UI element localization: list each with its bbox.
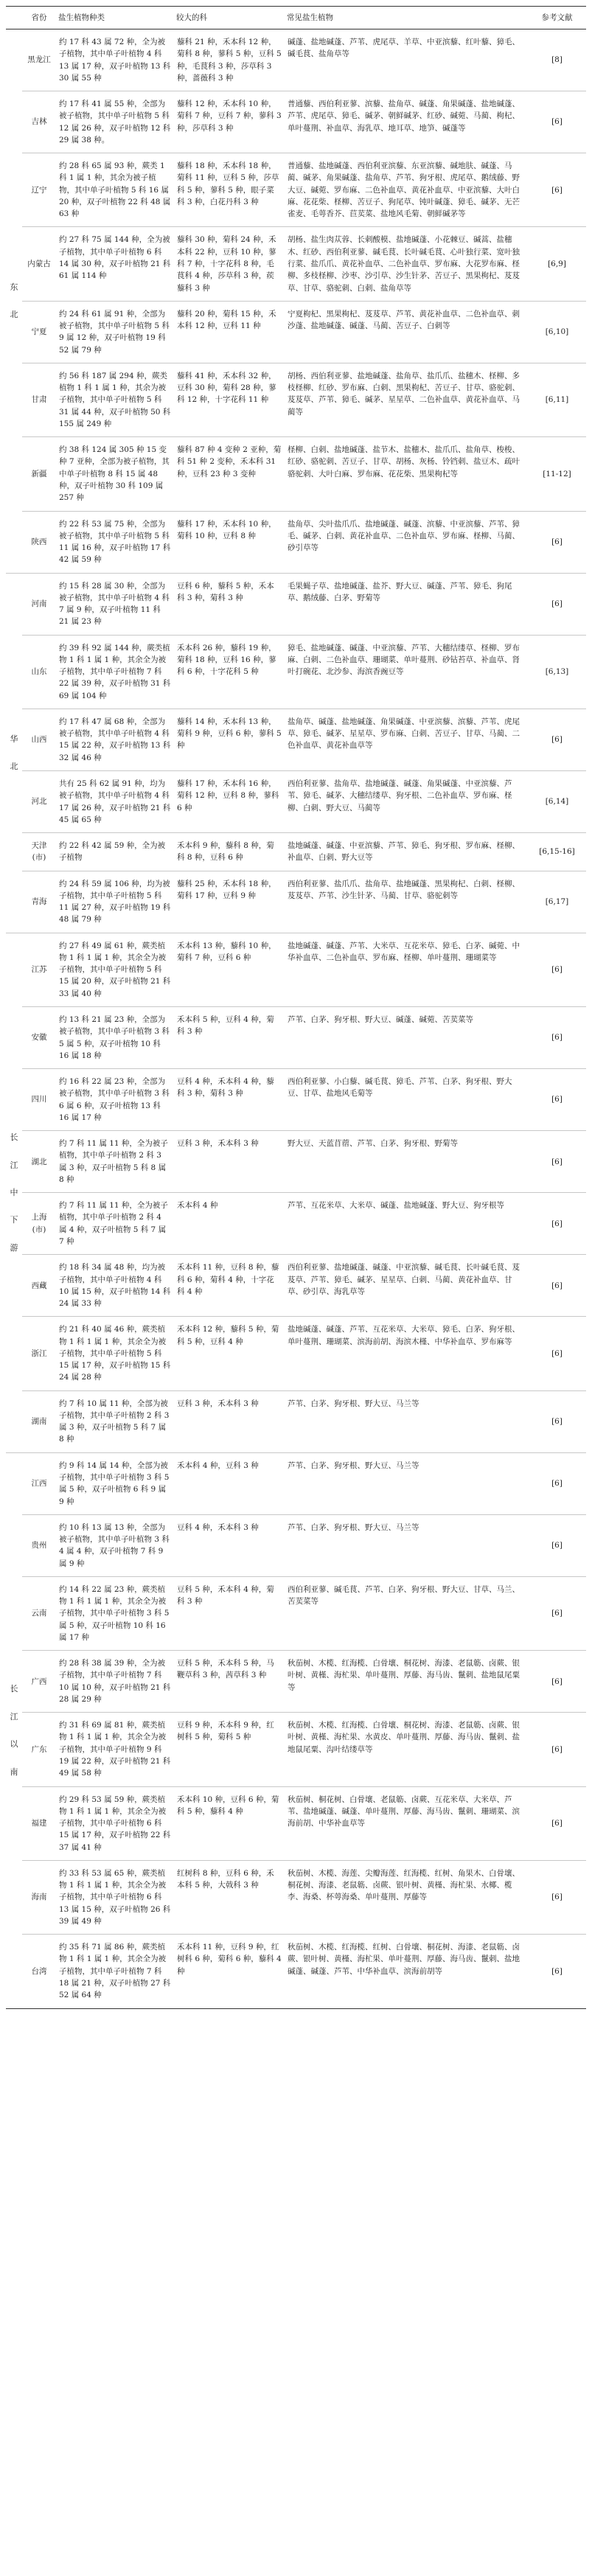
province-cell: 湖南 [31,1417,47,1427]
province-cell: 海南 [31,1893,47,1902]
common-plants-cell: 盐角草、尖叶盐爪爪、盐地碱蓬、碱蓬、滨藜、中亚滨藜、芦苇、獐毛、碱茅、白刺、黄花补血草、二色补血草、罗布麻、柽柳、马蔺、砂引草等 [288,519,520,553]
province-cell: 四川 [31,1095,47,1104]
reference-cell: [6] [551,185,563,195]
province-cell: 福建 [31,1819,47,1828]
salt-species-cell: 约 22 科 42 属 59 种，全为被子植物 [59,841,166,863]
common-plants-cell: 柽柳、白刺、盐地碱蓬、盐节木、盐穗木、盐爪爪、盐角草、梭梭、红砂、骆驼刺、苦豆子、甘草、胡杨、灰杨、铃铛刺、盐豆木、疏叶骆驼刺、大叶白麻、罗布麻、花花柴、黑果枸杞等 [288,445,520,478]
province-cell: 宁夏 [31,327,47,337]
region-label-text: 东 北 [10,282,18,320]
salt-species-cell: 约 28 科 38 属 39 种，全为被子植物，其中单子叶植物 7 科 10 属 10 种，双子叶植物 21 科 28 属 29 种 [59,1659,171,1704]
salt-species-cell: 约 17 科 43 属 72 种，全为被子植物，其中单子叶植物 4 科 13 属 17 种，双子叶植物 13 科 30 属 55 种 [59,38,171,83]
salt-species-cell: 约 35 科 71 属 86 种，蕨类植物 1 科 1 属 1 种，其余全为被子植物，其中单子叶植物 7 科 18 属 21 种，双子叶植物 27 科 52 属 64 种 [59,1943,171,2000]
salt-species-cell: 约 7 科 10 属 11 种，全部为被子植物，其中单子叶植物 2 科 3 属 3 种，双子叶植物 5 科 7 属 8 种 [59,1399,170,1444]
region-label [6,933,22,1452]
table-row [6,1317,586,1390]
reference-cell: [6,9] [548,259,566,268]
table-row [6,227,586,301]
reference-cell: [6] [551,1609,563,1618]
main-families-cell: 禾本科 5 种，豆科 4 种，菊科 3 种 [177,1015,274,1037]
province-cell: 吉林 [31,117,47,127]
table-row [6,1131,586,1193]
main-families-cell: 豆科 3 种，禾本科 3 种 [177,1139,259,1149]
common-plants-cell: 西伯利亚蓼、盐角草、盐地碱蓬、碱蓬、角果碱蓬、中亚滨藜、芦苇、獐毛、碱茅、大穗结缕草、狗牙根、二色补血草、罗布麻、柽柳、白刺、野大豆、马蔺等 [288,779,512,812]
salt-species-cell: 约 17 科 41 属 55 种，全部为被子植物，其中单子叶植物 5 科 12 属 26 种，双子叶植物 12 科 29 属 38 种。 [59,100,171,145]
salt-species-cell: 约 15 科 28 属 30 种，全部为被子植物，其中单子叶植物 4 科 7 属 9 种，双子叶植物 11 科 21 属 23 种 [59,581,170,627]
common-plants-cell: 胡杨、西伯利亚蓼、盐地碱蓬、盐角草、盐爪爪、盐穗木、柽柳、多枝柽柳、红砂、罗布麻、白刺、黑果枸杞、苦豆子、甘草、骆驼刺、芨芨草、芦苇、獐毛、碱茅、星星草、二色补血草、黄花补血草、马蔺等 [288,371,520,417]
main-families-cell: 藜科 14 种，禾本科 13 种，菊科 9 种，豆科 6 种，蓼科 5 种 [177,717,282,751]
table-row [6,301,586,363]
region-label-text: 长 江 以 南 [10,1684,18,1777]
table-row [6,363,586,436]
common-plants-cell: 野大豆、天蓝苜蓿、芦苇、白茅、狗牙根、野菊等 [288,1139,458,1149]
salt-species-cell: 约 17 科 47 属 68 种，全部为被子植物，其中单子叶植物 4 科 15 属 22 种，双子叶植物 13 科 32 属 46 种 [59,717,171,762]
table-row [6,1514,586,1576]
main-families-cell: 禾本科 10 种，豆科 6 种，菊科 5 种，藜科 4 种 [177,1795,279,1816]
main-families-cell: 红树科 8 种，豆科 6 种，禾本科 5 种，大戟科 3 种 [177,1868,274,1890]
common-plants-cell: 秋茄树、木榄、红海榄、红树、白骨壤、桐花树、海漆、老鼠簕、卤蕨、银叶树、黄槿、海杧果、单叶蔓荆、厚藤、海马齿、鬣刺、盐地碱蓬、碱蓬、芦苇、中华补血草、滨海前胡等 [288,1943,520,1976]
province-cell: 山东 [31,667,47,677]
main-families-cell: 禾本科 4 种，豆科 3 种 [177,1461,259,1470]
main-families-cell: 豆科 9 种，禾本科 9 种，红树科 5 种，菊科 5 种 [177,1721,274,1742]
salt-species-cell: 约 39 科 92 属 144 种，蕨类植物 1 科 1 属 1 种，其余全为被子植物，其中单子叶植物 7 科 22 属 39 种，双子叶植物 31 科 69 属 104 种 [59,643,171,700]
salt-species-cell: 约 28 科 65 属 93 种，蕨类 1 科 1 属 1 种，其余为被子植物，其中单子叶植物 5 科 16 属 20 种，双子叶植物 22 科 48 属 63 种 [59,161,171,219]
reference-cell: [6] [551,1033,563,1042]
region-label [6,1452,22,2008]
main-families-cell: 禾本科 13 种，藜科 10 种，菊科 7 种，豆科 6 种 [177,941,276,962]
reference-cell: [6] [551,1348,563,1358]
table-row [6,1390,586,1452]
province-cell: 江苏 [31,965,47,975]
common-plants-cell: 芦苇、互花米草、大米草、碱蓬、盐地碱蓬、野大豆、狗牙根等 [288,1201,504,1211]
province-cell: 湖北 [31,1157,47,1166]
table-row [6,573,586,635]
province-cell: 辽宁 [31,185,47,195]
reference-cell: [6,11] [545,395,569,405]
main-families-cell: 禾本科 4 种 [177,1201,218,1211]
region-label-text: 华 北 [10,734,18,772]
reference-cell: [6,15-16] [539,847,575,857]
salt-species-cell: 约 27 科 75 属 144 种，全为被子植物，其中单子叶植物 6 科 14 属 30 种，双子叶植物 21 科 61 属 114 种 [59,235,171,281]
common-plants-cell: 盐地碱蓬、碱蓬、芦苇、大米草、互花米草、獐毛、白茅、碱菀、中华补血草、二色补血草、罗布麻、柽柳、单叶蔓荆、珊瑚菜等 [288,941,520,962]
province-cell: 台湾 [31,1966,47,1976]
province-cell: 贵州 [31,1541,47,1550]
common-plants-cell: 芦苇、白茅、狗牙根、野大豆、马兰等 [288,1461,419,1470]
salt-species-cell: 约 56 科 187 属 294 种，蕨类植物 1 科 1 属 1 种，其余为被子植物，其中单子叶植物 5 科 31 属 44 种，双子叶植物 50 科 155 属 249 种 [59,371,171,428]
reference-cell: [6] [551,1744,563,1754]
reference-cell: [6] [551,599,563,608]
common-plants-cell: 芦苇、白茅、狗牙根、野大豆、马兰等 [288,1399,419,1408]
header-reference: 参考文献 [528,7,586,29]
reference-cell: [6] [551,117,563,127]
main-families-cell: 豆科 5 种，禾本科 5 种，马鞭草科 3 种，茜草科 3 种 [177,1659,274,1680]
main-families-cell: 禾本科 11 种，豆科 9 种，红树科 6 种，菊科 6 种，藜科 4 种 [177,1943,282,1976]
region-label [6,573,22,933]
common-plants-cell: 秋茄树、木榄、红海榄、白骨壤、桐花树、海漆、老鼠簕、卤蕨、银叶树、黄槿、海杧果、水黄皮、单叶蔓荆、厚藤、海马齿、鬣刺、盐地鼠尾粟、沟叶结缕草等 [288,1721,520,1754]
reference-cell: [6] [551,537,563,546]
main-families-cell: 禾本科 26 种，藜科 19 种，菊科 18 种，豆科 16 种，蓼科 6 种，十字花科 5 种 [177,643,276,677]
main-families-cell: 禾本科 9 种，藜科 8 种，菊科 8 种，豆科 6 种 [177,841,274,863]
header-salt-species: 盐生植物种类 [56,7,174,29]
table-header-row [6,7,586,29]
common-plants-cell: 普通藜、盐地碱蓬、西伯利亚滨藜、东亚滨藜、碱地肤、碱蓬、马蔺、碱茅、角果碱蓬、盐角草、芦苇、狗牙根、虎尾草、鹅绒藤、野大豆、碱菀、罗布麻、二色补血草、黄花补血草、中亚滨藜、大叶白麻、花花柴、柽柳、苦豆子、狗尾草、钝叶碱蓬、獐毛、碱茅、无芒雀麦、毛萼香芥、苣荬菜、盐地风毛菊、朝鲜碱茅等 [288,161,520,219]
main-families-cell: 藜科 20 种，菊科 15 种，禾本科 12 种，豆科 11 种 [177,309,276,331]
main-families-cell: 豆科 3 种，禾本科 3 种 [177,1399,259,1408]
reference-cell: [8] [551,55,563,65]
reference-cell: [6] [551,1157,563,1166]
table-row [6,1786,586,1860]
main-families-cell: 豆科 4 种，禾本科 4 种，藜科 3 种，菊科 3 种 [177,1077,274,1099]
province-cell: 青海 [31,897,47,906]
table-body [6,29,586,2009]
common-plants-cell: 盐角草、碱蓬、盐地碱蓬、角果碱蓬、中亚滨藜、滨藜、芦苇、虎尾草、獐毛、碱茅、星星草、罗布麻、白刺、苦豆子、甘草、马蔺、二色补血草、黄花补血草等 [288,717,520,751]
salt-species-cell: 约 7 科 11 属 11 种，全为被子植物，其中单子叶植物 2 科 4 属 4 种，双子叶植物 5 科 7 属 7 种 [59,1201,168,1246]
common-plants-cell: 芦苇、白茅、狗牙根、野大豆、马兰等 [288,1522,419,1532]
main-families-cell: 藜科 17 种，禾本科 10 种，菊科 10 种，豆科 8 种 [177,519,276,540]
province-cell: 安徽 [31,1033,47,1042]
table-row [6,1452,586,1514]
salt-plant-table [6,6,586,2009]
main-families-cell: 藜科 12 种，禾本科 10 种，菊科 7 种，豆科 7 种，蓼科 3 种，莎草科 3 种 [177,100,282,133]
table-row [6,871,586,933]
reference-cell: [6] [551,1219,563,1228]
salt-species-cell: 共有 25 科 62 属 91 种，均为被子植物，其中单子叶植物 4 科 17 属 26 种，双子叶植物 21 科 45 属 65 种 [59,779,171,824]
province-cell: 江西 [31,1479,47,1489]
province-cell: 广西 [31,1677,47,1686]
table-row [6,1713,586,1786]
province-cell: 河南 [31,599,47,608]
reference-cell: [6,17] [545,897,569,906]
main-families-cell: 藜科 87 种 4 变种 2 亚种，菊科 51 种 2 变种，禾本科 31 种，豆科 23 种 3 变种 [177,445,282,478]
common-plants-cell: 碱蓬、盐地碱蓬、芦苇、虎尾草、羊草、中亚滨藜、红叶藜、獐毛、碱毛茛、盐角草等 [288,38,520,59]
table-row [6,1007,586,1069]
salt-species-cell: 约 24 科 59 属 106 种，均为被子植物，其中单子叶植物 5 科 11 属 27 种，双子叶植物 19 科 48 属 79 种 [59,879,171,925]
reference-cell: [6,14] [545,797,569,807]
table-row [6,833,586,871]
table-row [6,153,586,227]
table-row [6,709,586,770]
common-plants-cell: 秋茄树、木榄、红海榄、白骨壤、桐花树、海漆、老鼠簕、卤蕨、银叶树、黄槿、海杧果、单叶蔓荆、厚藤、海马齿、鬣刺、盐地鼠尾粟等 [288,1659,520,1692]
table-row [6,771,586,833]
salt-species-cell: 约 29 科 53 属 59 种，蕨类植物 1 科 1 属 1 种，其余全为被子植物，其中单子叶植物 6 科 15 属 17 种，双子叶植物 22 科 37 属 41 种 [59,1795,171,1852]
salt-species-cell: 约 14 科 22 属 23 种，蕨类植物 1 科 1 属 1 种，其余全为被子植物，其中单子叶植物 3 科 5 属 5 种，双子叶植物 10 科 16 属 17 种 [59,1584,170,1642]
province-cell: 内蒙古 [27,259,51,268]
province-cell: 云南 [31,1609,47,1618]
table-row [6,1935,586,2008]
province-cell: 黑龙江 [27,55,51,65]
main-families-cell: 豆科 4 种，禾本科 3 种 [177,1522,259,1532]
table-row [6,1193,586,1255]
common-plants-cell: 毛果蝇子草、盐地碱蓬、盐芥、野大豆、碱蓬、芦苇、獐毛、狗尾草、鹅绒藤、白茅、野菊等 [288,581,512,602]
reference-cell: [11-12] [543,469,571,478]
table-row [6,91,586,153]
salt-species-cell: 约 16 科 22 属 23 种，全部为被子植物，其中单子叶植物 3 科 6 属 6 种，双子叶植物 13 科 16 属 17 种 [59,1077,170,1122]
reference-cell: [6] [551,1677,563,1686]
region-label [6,29,22,574]
table-row [6,1069,586,1131]
header-region [6,7,22,29]
main-families-cell: 藜科 17 种，禾本科 16 种，菊科 12 种，豆科 8 种，蓼科 6 种 [177,779,279,812]
province-cell: 河北 [31,797,47,807]
province-cell: 陕西 [31,537,47,546]
header-common-plants: 常见盐生植物 [285,7,528,29]
reference-cell: [6] [551,1479,563,1489]
table-row [6,511,586,573]
reference-cell: [6] [551,1966,563,1976]
table-row [6,1860,586,1934]
salt-species-cell: 约 10 科 13 属 13 种，全部为被子植物，其中单子叶植物 3 科 4 属 4 种，双子叶植物 7 科 9 属 9 种 [59,1522,170,1568]
region-label-text: 长 江 中 下 游 [10,1132,18,1253]
province-cell: 新疆 [31,469,47,478]
salt-species-cell: 约 18 科 34 属 48 种，均为被子植物，其中单子叶植物 4 科 10 属 15 种，双子叶植物 14 科 24 属 33 种 [59,1263,171,1309]
main-families-cell: 藜科 18 种，禾本科 18 种，菊科 11 种，豆科 5 种，莎草科 5 种，蓼科 5 种，眼子菜科 3 种，白花丹科 3 种 [177,161,279,206]
common-plants-cell: 西伯利亚蓼、小白藜、碱毛茛、獐毛、芦苇、白茅、狗牙根、野大豆、甘草、盐地风毛菊等 [288,1077,512,1099]
common-plants-cell: 秋茄树、桐花树、白骨壤、老鼠簕、卤蕨、互花米草、大米草、芦苇、盐地碱蓬、碱蓬、单叶蔓荆、厚藤、海马齿、鬣刺、珊瑚菜、滨海前胡、中华补血草等 [288,1795,520,1828]
table-row [6,437,586,511]
main-families-cell: 禾本科 12 种，藜科 5 种，菊科 5 种，豆科 4 种 [177,1325,279,1346]
reference-cell: [6] [551,735,563,745]
common-plants-cell: 西伯利亚蓼、盐爪爪、盐角草、盐地碱蓬、黑果枸杞、白刺、柽柳、芨芨草、芦苇、沙生针茅、马蔺、甘草、骆驼刺等 [288,879,520,900]
common-plants-cell: 芦苇、白茅、狗牙根、野大豆、碱蓬、碱菀、苦荬菜等 [288,1015,473,1024]
main-families-cell: 藜科 30 种，菊科 24 种，禾本科 22 种，豆科 10 种，蓼科 7 种，十字花科 8 种，毛茛科 4 种，莎草科 3 种，蒺藜科 3 种 [177,235,276,293]
header-main-families: 较大的科 [174,7,285,29]
province-cell: 上海(市) [31,1213,47,1234]
salt-species-cell: 约 31 科 69 属 81 种，蕨类植物 1 科 1 属 1 种，其余全为被子植物，其中单子叶植物 9 科 19 属 22 种，双子叶植物 21 科 49 属 58 种 [59,1721,171,1778]
province-cell: 甘肃 [31,395,47,405]
province-cell: 西藏 [31,1281,47,1290]
table-row [6,1255,586,1317]
common-plants-cell: 普通藜、西伯利亚蓼、滨藜、盐角草、碱蓬、角果碱蓬、盐地碱蓬、芦苇、虎尾草、獐毛、碱茅、朝鲜碱茅、红砂、碱菀、马蔺、枸杞、单叶蔓荆、补血草、海乳草、地耳草、地笋、碱蓬等 [288,100,520,133]
province-cell: 天津(市) [31,841,47,863]
salt-species-cell: 约 24 科 61 属 91 种，全部为被子植物，其中单子叶植物 5 科 9 属 12 种，双子叶植物 19 科 52 属 79 种 [59,309,170,355]
reference-cell: [6,13] [545,667,569,677]
common-plants-cell: 西伯利亚蓼、盐地碱蓬、碱蓬、中亚滨藜、碱毛茛、长叶碱毛茛、芨芨草、芦苇、獐毛、碱茅、星星草、白刺、马蔺、黄花补血草、甘草、砂引草、海乳草等 [288,1263,520,1296]
main-families-cell: 豆科 5 种，禾本科 4 种，菊科 3 种 [177,1584,274,1606]
header-province: 省份 [22,7,56,29]
salt-species-cell: 约 38 科 124 属 305 种 15 变种 7 亚种，全部为被子植物，其中单子叶植物 8 科 15 属 48 种，双子叶植物 30 科 109 属 257 种 [59,445,170,503]
salt-species-cell: 约 33 科 53 属 65 种，蕨类植物 1 科 1 属 1 种，其余全为被子植物，其中单子叶植物 6 科 13 属 15 种，双子叶植物 26 科 39 属 49 种 [59,1868,171,1926]
reference-cell: [6] [551,1095,563,1104]
salt-species-cell: 约 7 科 11 属 11 种，全为被子植物，其中单子叶植物 2 科 3 属 3 种，双子叶植物 5 科 8 属 8 种 [59,1139,168,1184]
table-row [6,635,586,709]
salt-species-cell: 约 27 科 49 属 61 种，蕨类植物 1 科 1 属 1 种，其余全为被子植物，其中单子叶植物 5 科 15 属 20 种，双子叶植物 21 科 33 属 40 种 [59,941,171,998]
main-families-cell: 禾本科 11 种，豆科 8 种，藜科 6 种，菊科 4 种，十字花科 4 种 [177,1263,279,1296]
salt-species-cell: 约 22 科 53 属 75 种，全部为被子植物，其中单子叶植物 5 科 11 属 16 种，双子叶植物 17 科 42 属 59 种 [59,519,171,565]
common-plants-cell: 盐地碱蓬、碱蓬、中亚滨藜、芦苇、獐毛、狗牙根、罗布麻、柽柳、补血草、白刺、野大豆等 [288,841,520,863]
common-plants-cell: 獐毛、盐地碱蓬、碱蓬、中亚滨藜、芦苇、大穗结缕草、柽柳、罗布麻、白刺、二色补血草、珊瑚菜、单叶蔓荆、砂钻苔草、补血草、肾叶打碗花、北沙参、海滨香豌豆等 [288,643,520,677]
salt-species-cell: 约 13 科 21 属 23 种，全部为被子植物，其中单子叶植物 3 科 5 属 5 种，双子叶植物 10 科 16 属 18 种 [59,1015,170,1060]
reference-cell: [6] [551,965,563,975]
table-row [6,1651,586,1713]
reference-cell: [6] [551,1541,563,1550]
main-families-cell: 藜科 25 种，禾本科 18 种，菊科 17 种，豆科 9 种 [177,879,276,900]
province-cell: 浙江 [31,1348,47,1358]
table-row [6,1576,586,1650]
main-families-cell: 藜科 41 种，禾本科 32 种，豆科 30 种，菊科 28 种，蓼科 12 种，十字花科 11 种 [177,371,276,405]
common-plants-cell: 盐地碱蓬、碱蓬、芦苇、互花米草、大米草、獐毛、白茅、狗牙根、单叶蔓荆、珊瑚菜、滨海前胡、海滨木槿、中华补血草、罗布麻等 [288,1325,520,1346]
reference-cell: [6] [551,1819,563,1828]
table-row [6,29,586,91]
salt-species-cell: 约 21 科 40 属 46 种，蕨类植物 1 科 1 属 1 种，其余全为被子植物，其中单子叶植物 5 科 15 属 17 种，双子叶植物 15 科 24 属 28 种 [59,1325,171,1382]
main-families-cell: 藜科 21 种，禾本科 12 种，菊科 8 种，蓼科 5 种，豆科 5 种，毛茛科 3 种，莎草科 3 种，蔷薇科 3 种 [177,38,282,83]
reference-cell: [6,10] [545,327,569,337]
main-families-cell: 豆科 6 种，藜科 5 种，禾本科 3 种，菊科 3 种 [177,581,274,602]
province-cell: 广东 [31,1744,47,1754]
common-plants-cell: 胡杨、盐生肉苁蓉、长刺酸模、盐地碱蓬、小花棘豆、碱蒿、盐穗木、红砂、西伯利亚蓼、碱毛茛、长叶碱毛茛、心叶独行菜、宽叶独行菜、盐爪爪、黄花补血草、二色补血草、罗布麻、大花罗布麻、柽柳、多枝柽柳、沙枣、沙引草、沙生针茅、苦豆子、黑果枸杞、芨芨草、甘草、骆驼刺、白刺、盐角草等 [288,235,520,293]
reference-cell: [6] [551,1893,563,1902]
reference-cell: [6] [551,1281,563,1290]
common-plants-cell: 宁夏枸杞、黑果枸杞、芨芨草、芦苇、黄花补血草、二色补血草、刺沙蓬、盐地碱蓬、碱蓬、马蔺、苦豆子、白刺等 [288,309,520,331]
salt-species-cell: 约 9 科 14 属 14 种，全部为被子植物，其中单子叶植物 3 科 5 属 5 种，双子叶植物 6 科 9 属 9 种 [59,1461,170,1506]
reference-cell: [6] [551,1417,563,1427]
common-plants-cell: 秋茄树、木榄、海莲、尖瓣海莲、红海榄、红树、角果木、白骨壤、桐花树、海漆、老鼠簕、卤蕨、银叶树、黄槿、海杧果、水椰、榄李、海桑、杯萼海桑、单叶蔓荆、厚藤等 [288,1868,520,1902]
province-cell: 山西 [31,735,47,745]
common-plants-cell: 西伯利亚蓼、碱毛茛、芦苇、白茅、狗牙根、野大豆、甘草、马兰、苦荬菜等 [288,1584,520,1606]
table-row [6,933,586,1006]
